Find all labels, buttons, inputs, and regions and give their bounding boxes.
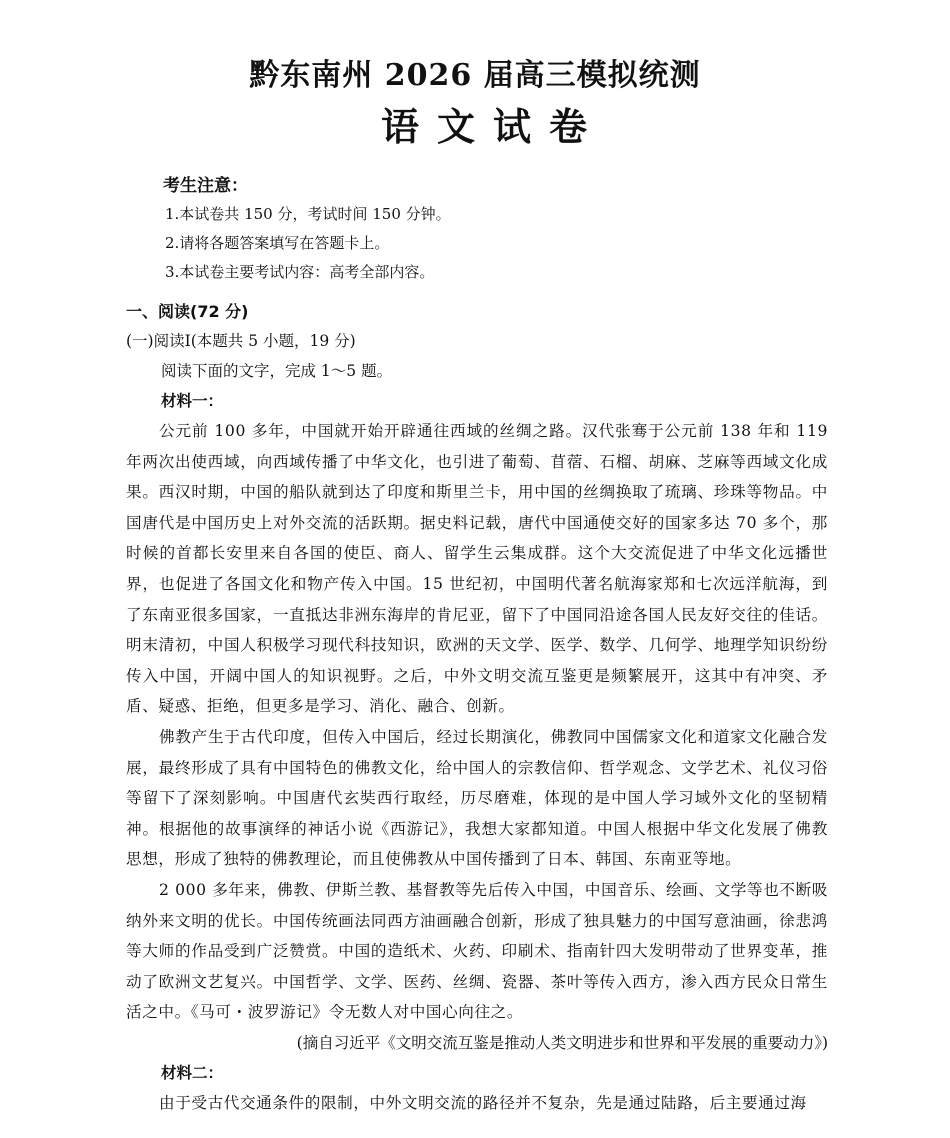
exam-subtitle: 语文试卷 [380, 104, 605, 149]
material-two-paragraph: 由于受古代交通条件的限制，中外文明交流的路径并不复杂，先是通过陆路，后主要通过海 [159, 1093, 807, 1112]
exam-title: 黔东南州 2026 届高三模拟统测 [249, 58, 701, 93]
reading-section [126, 298, 828, 1118]
material-one-paragraph: 2 000 多年来，佛教、伊斯兰教、基督教等先后传入中国，中国音乐、绘画、文学等也不断吸纳外来文明的优长。中国传统画法同西方油画融合创新，形成了独具魅力的中国写意油画，徐悲鸿等大师的作品受到广泛赞赏。中国的造纸术、火药、印刷术、指南针四大发明带动了世界变革，推动了欧洲文艺复兴。中国哲学、文学、医药、丝绸、瓷器、茶叶等传入西方，渗入西方民众日常生活之中。《马可・波罗游记》令无数人对中国心向往之。 [126, 880, 828, 1022]
candidate-notice [163, 172, 763, 287]
notice-item: 1.本试卷共 150 分，考试时间 150 分钟。 [165, 205, 451, 223]
notice-item: 3.本试卷主要考试内容：高考全部内容。 [165, 263, 435, 281]
notice-heading: 考生注意： [163, 176, 248, 196]
material-two-label: 材料二： [161, 1063, 224, 1082]
material-one-source: (摘自习近平《文明交流互鉴是推动人类文明进步和世界和平发展的重要动力》) [296, 1033, 828, 1052]
material-one-paragraph: 公元前 100 多年，中国就开始开辟通往西域的丝绸之路。汉代张骞于公元前 138 年和 119 年两次出使西域，向西域传播了中华文化，也引进了葡萄、苜蓿、石榴、胡麻、芝麻等西域文化成果。西汉时期，中国的船队就到达了印度和斯里兰卡，用中国的丝绸换取了琉璃、珍珠等物品。中国唐代是中国历史上对外交流的活跃期。据史料记载，唐代中国通使交好的国家多达 70 多个，那时候的首都长安里来自各国的使臣、商人、留学生云集成群。这个大交流促进了中华文化远播世界，也促进了各国文化和物产传入中国。15 世纪初，中国明代著名航海家郑和七次远洋航海，到了东南亚很多国家，一直抵达非洲东海岸的肯尼亚，留下了中国同沿途各国人民友好交往的佳话。明末清初，中国人积极学习现代科技知识，欧洲的天文学、医学、数学、几何学、地理学知识纷纷传入中国，开阔中国人的知识视野。之后，中外文明交流互鉴更是频繁展开，这其中有冲突、矛盾、疑惑、拒绝，但更多是学习、消化、融合、创新。 [126, 422, 828, 716]
material-one-label: 材料一： [161, 392, 224, 410]
section-heading: 一、阅读(72 分) [126, 302, 249, 321]
material-one-paragraph: 佛教产生于古代印度，但传入中国后，经过长期演化，佛教同中国儒家文化和道家文化融合发展，最终形成了具有中国特色的佛教文化，给中国人的宗教信仰、哲学观念、文学艺术、礼仪习俗等留下了深刻影响。中国唐代玄奘西行取经，历尽磨难，体现的是中国人学习域外文化的坚韧精神。根据他的故事演绎的神话小说《西游记》，我想大家都知道。中国人根据中华文化发展了佛教思想，形成了独特的佛教理论，而且使佛教从中国传播到了日本、韩国、东南亚等地。 [126, 727, 828, 869]
reading-instruction: 阅读下面的文字，完成 1～5 题。 [161, 362, 393, 380]
notice-item: 2.请将各题答案填写在答题卡上。 [165, 234, 390, 252]
subsection-heading: (一)阅读Ⅰ(本题共 5 小题，19 分) [126, 332, 356, 350]
